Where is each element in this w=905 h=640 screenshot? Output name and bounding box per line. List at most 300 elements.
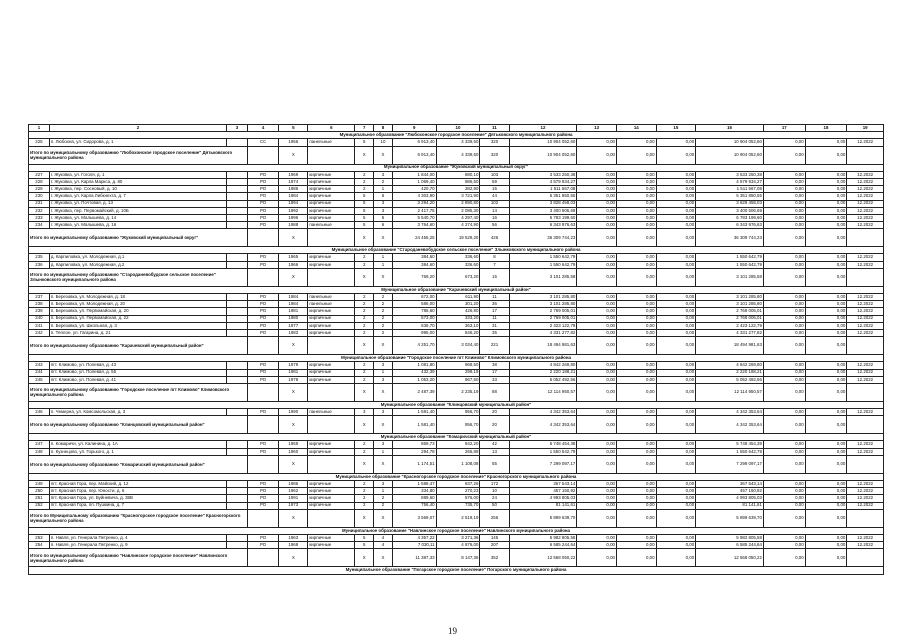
table-row xyxy=(29,207,884,214)
subtotal-cell: 15 xyxy=(480,268,509,286)
section-title: Муниципальное образование "Клинцовский муниципальный район" xyxy=(29,401,884,408)
table-cell: 0,00 xyxy=(616,171,656,178)
table-cell: кирпичные xyxy=(308,329,355,336)
subtotal-cell: 0,00 xyxy=(577,416,617,434)
subtotal-cell xyxy=(308,337,355,355)
table-cell: 0,00 xyxy=(616,329,656,336)
table-cell: 336,60 xyxy=(436,254,480,261)
subtotal-cell: 0,00 xyxy=(763,146,805,164)
table-cell: кирпичные xyxy=(308,254,355,261)
table-cell: 1986 xyxy=(279,186,308,193)
table-cell: 1 550 642,79 xyxy=(509,261,577,268)
table-cell: 0,00 xyxy=(656,441,696,448)
subtotal-cell: X xyxy=(355,268,374,286)
section-title-row xyxy=(29,434,884,441)
table-cell: 0,00 xyxy=(763,488,805,495)
section-title-row xyxy=(29,567,884,574)
table-cell: 0,00 xyxy=(577,200,617,207)
page-number: 19 xyxy=(448,626,457,636)
subtotal-cell xyxy=(847,268,884,286)
table-cell: 0,00 xyxy=(805,193,847,200)
table-cell: 0,00 xyxy=(577,186,617,193)
subtotal-cell: 7 299 097,17 xyxy=(696,455,764,473)
subtotal-cell: 12 568 050,22 xyxy=(696,549,764,567)
table-cell: 243 xyxy=(29,362,50,369)
subtotal-cell xyxy=(247,337,278,355)
table-cell: кирпичные xyxy=(308,369,355,376)
table-cell: 5 xyxy=(355,222,374,229)
table-cell: 2 085,30 xyxy=(436,207,480,214)
subtotal-cell: 0,00 xyxy=(656,416,696,434)
subtotal-cell xyxy=(247,229,278,247)
table-cell: 967,50 xyxy=(436,376,480,383)
table-cell: 35 xyxy=(480,329,509,336)
subtotal-cell: X xyxy=(374,416,393,434)
section-title: Муниципальное образование "Комаричский муниципальный район" xyxy=(29,434,884,441)
table-cell: 3 xyxy=(374,200,393,207)
table-cell: п. Чемерна, ул. Комсомольская, д. 3 xyxy=(49,409,226,416)
subtotal-cell: 3 569,07 xyxy=(392,509,436,527)
table-row xyxy=(29,315,884,322)
header-cell: 1 xyxy=(29,125,50,132)
table-cell: 0,00 xyxy=(763,200,805,207)
subtotal-cell: X xyxy=(374,383,393,401)
subtotal-cell: 0,00 xyxy=(763,549,805,567)
table-cell: 0,00 xyxy=(656,369,696,376)
table-cell: 24 xyxy=(480,495,509,502)
table-cell: 0,00 xyxy=(656,139,696,146)
table-cell: 0,00 xyxy=(656,534,696,541)
subtotal-cell: X xyxy=(279,146,308,164)
table-cell: 3 xyxy=(374,409,393,416)
table-cell: 0,00 xyxy=(763,329,805,336)
table-cell: д. Карпиловка, ул. Молодежная, д.2 xyxy=(49,261,226,268)
table-cell: 0,00 xyxy=(656,214,696,221)
table-cell: 233 xyxy=(29,214,50,221)
table-cell: 145 xyxy=(480,534,509,541)
subtotal-cell: 0,00 xyxy=(805,383,847,401)
header-cell: 2 xyxy=(49,125,226,132)
table-cell: г. Жуковка, ул. Малышева, д. 16 xyxy=(49,222,226,229)
table-cell: 4 331 277,82 xyxy=(696,329,764,336)
table-cell: пгт. Красная Гора, пер. Майский, д. 12 xyxy=(49,481,226,488)
table-cell: 2 769 005,01 xyxy=(509,315,577,322)
table-cell: 4 842 269,80 xyxy=(509,362,577,369)
table-cell: 11 xyxy=(480,315,509,322)
table-cell: 231 xyxy=(29,200,50,207)
table-cell: РО xyxy=(247,222,278,229)
subtotal-cell xyxy=(847,549,884,567)
table-cell: 0,00 xyxy=(763,441,805,448)
table-row xyxy=(29,322,884,329)
table-cell: 0,00 xyxy=(616,369,656,376)
table-cell: панельные xyxy=(308,294,355,301)
table-cell: 384,60 xyxy=(392,261,436,268)
table-row xyxy=(29,329,884,336)
table-cell: 1 550 642,79 xyxy=(696,261,764,268)
subtotal-cell: 0,00 xyxy=(805,416,847,434)
section-title: Муниципальное образование "Красногорское городское поселение" Красногорского муниципального района xyxy=(29,473,884,480)
subtotal-cell xyxy=(847,416,884,434)
table-cell: 0,00 xyxy=(577,222,617,229)
table-cell: 6 585 244,64 xyxy=(509,542,577,549)
table-cell: 0,00 xyxy=(616,441,656,448)
table-cell: 0,00 xyxy=(805,294,847,301)
subtotal-cell: X xyxy=(279,416,308,434)
section-title-row xyxy=(29,355,884,362)
table-cell xyxy=(227,542,248,549)
table-cell: 0,00 xyxy=(577,254,617,261)
table-cell: г. Жуковка, ул. Карла Либкнехта, д. 7 xyxy=(49,193,226,200)
table-cell: 2 xyxy=(355,502,374,509)
table-cell: 995,00 xyxy=(392,329,436,336)
table-cell: 0,00 xyxy=(763,193,805,200)
table-cell xyxy=(227,481,248,488)
table-cell: 1 550 642,79 xyxy=(696,448,764,455)
table-cell: г. Жуковка, ул. Почтовая, д. 13 xyxy=(49,200,226,207)
table-cell xyxy=(227,186,248,193)
subtotal-cell: 36 309 744,23 xyxy=(509,229,577,247)
table-cell: 756,40 xyxy=(392,502,436,509)
table-cell: 1966 xyxy=(279,261,308,268)
table-cell: 0,00 xyxy=(656,448,696,455)
table-cell: 0,00 xyxy=(577,534,617,541)
table-cell: 1980 xyxy=(279,315,308,322)
table-cell: кирпичные xyxy=(308,376,355,383)
header-cell: 7 xyxy=(355,125,374,132)
table-cell: 0,00 xyxy=(577,488,617,495)
table-cell: 1 xyxy=(374,261,393,268)
subtotal-cell: 0,00 xyxy=(763,337,805,355)
table-cell: 842,20 xyxy=(436,441,480,448)
table-cell xyxy=(227,301,248,308)
table-cell: 0,00 xyxy=(805,495,847,502)
table-cell: 1 588,47 xyxy=(392,481,436,488)
table-cell: 1992 xyxy=(279,207,308,214)
table-cell: 0,00 xyxy=(616,207,656,214)
table-cell: 225 xyxy=(29,139,50,146)
table-cell: 0,00 xyxy=(805,322,847,329)
table-cell xyxy=(227,322,248,329)
table-cell: кирпичные xyxy=(308,214,355,221)
table-cell: 2 xyxy=(355,301,374,308)
table-cell: 5 xyxy=(355,534,374,541)
subtotal-cell: 0,00 xyxy=(616,455,656,473)
table-row xyxy=(29,193,884,200)
table-cell: 0,00 xyxy=(805,308,847,315)
table-cell: 320 xyxy=(480,139,509,146)
table-cell: 251 xyxy=(29,495,50,502)
table-cell: кирпичные xyxy=(308,200,355,207)
table-cell: 2 769 005,01 xyxy=(696,315,764,322)
table-cell: 3 721,90 xyxy=(436,193,480,200)
subtotal-cell: 0,00 xyxy=(805,455,847,473)
section-title-row xyxy=(29,473,884,480)
subtotal-row xyxy=(29,549,884,567)
table-cell: 2 xyxy=(355,495,374,502)
table-cell: 4 842 269,80 xyxy=(696,362,764,369)
subtotal-cell: 3 034,40 xyxy=(436,337,480,355)
subtotal-cell: 352 xyxy=(480,549,509,567)
table-cell: 672,00 xyxy=(392,294,436,301)
table-cell: 5 052 492,56 xyxy=(509,376,577,383)
table-cell: 16 xyxy=(480,214,509,221)
table-cell: 1988 xyxy=(279,222,308,229)
table-cell: 0,00 xyxy=(763,139,805,146)
subtotal-cell: X xyxy=(355,509,374,527)
table-cell: 1960 xyxy=(279,448,308,455)
table-row xyxy=(29,171,884,178)
table-cell: 1 550 642,79 xyxy=(696,254,764,261)
table-cell: 3 xyxy=(374,481,393,488)
table-cell: 2 417,75 xyxy=(392,207,436,214)
table-cell: 232 xyxy=(29,207,50,214)
section-title: Муниципальное образование "Погарское городское поселение" Погарского муниципального района xyxy=(29,567,884,574)
table-cell: 3 533 250,38 xyxy=(696,171,764,178)
table-cell: 0,00 xyxy=(577,542,617,549)
table-cell: 0,00 xyxy=(656,502,696,509)
table-cell: 244 xyxy=(29,369,50,376)
table-row xyxy=(29,178,884,185)
table-cell: 0,00 xyxy=(763,214,805,221)
subtotal-cell: 0,00 xyxy=(763,383,805,401)
table-cell: 0,00 xyxy=(805,441,847,448)
table-cell: 1 xyxy=(374,254,393,261)
table-cell: 2 769 005,01 xyxy=(696,308,764,315)
table-cell: 1 511 567,08 xyxy=(509,186,577,193)
table-cell: 265,88 xyxy=(436,448,480,455)
table-cell: пгт. Климово, ул. Полевая, д. 43 xyxy=(49,362,226,369)
header-cell: 5 xyxy=(279,125,308,132)
subtotal-cell: 0,00 xyxy=(656,146,696,164)
table-cell: 0,00 xyxy=(763,409,805,416)
table-cell: 12.2022 xyxy=(847,315,884,322)
table-cell xyxy=(227,214,248,221)
table-cell: 12.2022 xyxy=(847,139,884,146)
table-cell: 0,00 xyxy=(656,409,696,416)
table-cell: 0,00 xyxy=(577,139,617,146)
subtotal-cell xyxy=(308,146,355,164)
subtotal-cell: 0,00 xyxy=(763,268,805,286)
table-cell: 0,00 xyxy=(763,186,805,193)
subtotal-cell: X xyxy=(374,268,393,286)
table-cell: 0,00 xyxy=(656,495,696,502)
table-cell: 4 274,90 xyxy=(436,222,480,229)
subtotal-cell: 8 147,36 xyxy=(436,549,480,567)
table-cell: 2 xyxy=(355,441,374,448)
table-cell: 10 xyxy=(374,139,393,146)
subtotal-cell xyxy=(308,455,355,473)
subtotal-cell xyxy=(247,549,278,567)
table-cell: 4 993 805,03 xyxy=(696,495,764,502)
table-row xyxy=(29,376,884,383)
table-cell: кирпичные xyxy=(308,481,355,488)
table-cell: 2 xyxy=(355,294,374,301)
table-cell: 4 876,00 xyxy=(436,542,480,549)
subtotal-cell: 4 339,50 xyxy=(436,146,480,164)
header-cell: 13 xyxy=(577,125,617,132)
table-cell: РО xyxy=(247,322,278,329)
subtotal-cell: 0,00 xyxy=(577,268,617,286)
table-cell: 0,00 xyxy=(616,502,656,509)
table-cell: 5 351 850,55 xyxy=(696,193,764,200)
table-row xyxy=(29,362,884,369)
table-cell: п. Теплое, ул. Гагарина, д. 21 xyxy=(49,329,226,336)
table-cell: 5 xyxy=(355,542,374,549)
table-cell: кирпичные xyxy=(308,193,355,200)
subtotal-cell: 3 101 285,58 xyxy=(696,268,764,286)
table-cell: 59 xyxy=(480,178,509,185)
subtotal-cell: 36 309 744,23 xyxy=(696,229,764,247)
table-cell: 2 890,80 xyxy=(436,200,480,207)
subtotal-cell xyxy=(847,509,884,527)
table-cell: пгт. Красная Гора, пл. Пушкина, д. 7 xyxy=(49,502,226,509)
table-cell: 576,00 xyxy=(436,495,480,502)
table-cell: 248 xyxy=(29,448,50,455)
table-cell: 81 141,61 xyxy=(509,502,577,509)
header-cell: 14 xyxy=(616,125,656,132)
table-cell: 2 xyxy=(355,488,374,495)
table-cell: 12.2022 xyxy=(847,329,884,336)
table-cell: 12.2022 xyxy=(847,441,884,448)
table-cell: 0,00 xyxy=(763,254,805,261)
table-cell: 2 xyxy=(355,178,374,185)
table-cell: 12.2022 xyxy=(847,308,884,315)
table-cell: 4 303,90 xyxy=(392,193,436,200)
table-cell: 3 xyxy=(374,171,393,178)
table-cell: 0,00 xyxy=(616,186,656,193)
subtotal-cell: 0,00 xyxy=(763,509,805,527)
subtotal-cell: X xyxy=(355,455,374,473)
subtotal-cell: 5 899 639,70 xyxy=(509,509,577,527)
subtotal-label: Итого по Муниципальному образованию "Красногорское городское поселение" Красногорского муниципального района xyxy=(29,509,248,527)
subtotal-cell xyxy=(308,509,355,527)
header-cell: 16 xyxy=(696,125,764,132)
table-cell: 1981 xyxy=(279,308,308,315)
table-cell: кирпичные xyxy=(308,207,355,214)
table-cell: 253 xyxy=(29,534,50,541)
table-cell: 1979 xyxy=(279,362,308,369)
table-cell: 0,00 xyxy=(805,200,847,207)
table-cell: 234 xyxy=(29,222,50,229)
table-cell: 0,00 xyxy=(763,376,805,383)
section-title-row xyxy=(29,286,884,293)
header-cell: 15 xyxy=(656,125,696,132)
table-cell: п. Березовка, ул. Первомайская, д. 20 xyxy=(49,308,226,315)
table-cell: РО xyxy=(247,200,278,207)
table-cell: 0,00 xyxy=(656,193,696,200)
table-cell: панельные xyxy=(308,301,355,308)
table-cell: 13 xyxy=(480,448,509,455)
table-cell: 0,00 xyxy=(805,178,847,185)
table-cell: 2 xyxy=(374,329,393,336)
table-cell: 246 xyxy=(29,409,50,416)
table-cell: 0,00 xyxy=(805,362,847,369)
table-cell: 2 423 122,79 xyxy=(696,322,764,329)
table-cell xyxy=(227,261,248,268)
table-cell: 1991 xyxy=(279,495,308,502)
table-cell: 0,00 xyxy=(763,261,805,268)
table-cell: кирпичные xyxy=(308,178,355,185)
table-cell: РО xyxy=(247,207,278,214)
subtotal-cell xyxy=(847,455,884,473)
table-cell: 1963 xyxy=(279,534,308,541)
table-cell: кирпичные xyxy=(308,308,355,315)
table-cell: кирпичные xyxy=(308,261,355,268)
section-title-row xyxy=(29,164,884,171)
table-cell: 0,00 xyxy=(616,200,656,207)
table-cell: 1978 xyxy=(279,376,308,383)
table-cell: 0,00 xyxy=(805,488,847,495)
table-cell: 6 xyxy=(374,193,393,200)
table-cell: 6 343 976,63 xyxy=(696,222,764,229)
table-cell: 102 xyxy=(480,200,509,207)
table-cell: 1 xyxy=(374,488,393,495)
table-cell xyxy=(227,171,248,178)
table-cell: 12.2022 xyxy=(847,376,884,383)
table-cell: д. Карпиловка, ул. Молодежная, д.1 xyxy=(49,254,226,261)
table-cell: 1974 xyxy=(279,178,308,185)
table-cell: 0,00 xyxy=(763,222,805,229)
table-cell: 0,00 xyxy=(805,254,847,261)
subtotal-row xyxy=(29,383,884,401)
subtotal-cell xyxy=(847,337,884,355)
table-row xyxy=(29,254,884,261)
table-cell: 837,26 xyxy=(436,481,480,488)
table-cell: 426,80 xyxy=(436,308,480,315)
table-cell: 12.2022 xyxy=(847,200,884,207)
subtotal-cell xyxy=(247,268,278,286)
table-row xyxy=(29,369,884,376)
table-cell xyxy=(227,441,248,448)
subtotal-row xyxy=(29,146,884,164)
table-cell: РО xyxy=(247,448,278,455)
table-cell: 6 783 199,60 xyxy=(696,214,764,221)
column-number-header-row xyxy=(29,125,884,132)
table-cell: 3 xyxy=(355,409,374,416)
table-cell: 17 xyxy=(480,308,509,315)
section-title: Муниципальное образование "Староданевобудское сельское поселение" Злынковского муниципального района xyxy=(29,247,884,254)
table-cell: кирпичные xyxy=(308,488,355,495)
table-cell: 172 xyxy=(480,481,509,488)
table-cell xyxy=(227,193,248,200)
table-cell: 0,00 xyxy=(616,542,656,549)
table-cell: 1981 xyxy=(279,369,308,376)
table-cell: РО xyxy=(247,301,278,308)
table-cell: 5 xyxy=(355,214,374,221)
table-cell: 3 294,20 xyxy=(392,200,436,207)
table-cell: РО xyxy=(247,329,278,336)
subtotal-cell: 12 114 950,57 xyxy=(509,383,577,401)
subtotal-cell xyxy=(247,455,278,473)
table-cell: 5 xyxy=(355,139,374,146)
table-cell: 0,00 xyxy=(577,294,617,301)
table-cell: 0,00 xyxy=(616,193,656,200)
table-cell: кирпичные xyxy=(308,441,355,448)
table-cell: 50 xyxy=(480,502,509,509)
subtotal-cell: 0,00 xyxy=(805,549,847,567)
table-cell: 5 351 850,55 xyxy=(509,193,577,200)
table-cell: 1956 xyxy=(279,139,308,146)
table-row xyxy=(29,534,884,541)
table-cell: 12.2022 xyxy=(847,502,884,509)
table-cell: 33 xyxy=(480,376,509,383)
subtotal-cell: 769,20 xyxy=(392,268,436,286)
subtotal-cell: X xyxy=(279,509,308,527)
table-cell: 334,80 xyxy=(392,488,436,495)
table-cell: 333,20 xyxy=(436,315,480,322)
table-cell: 12.2022 xyxy=(847,448,884,455)
